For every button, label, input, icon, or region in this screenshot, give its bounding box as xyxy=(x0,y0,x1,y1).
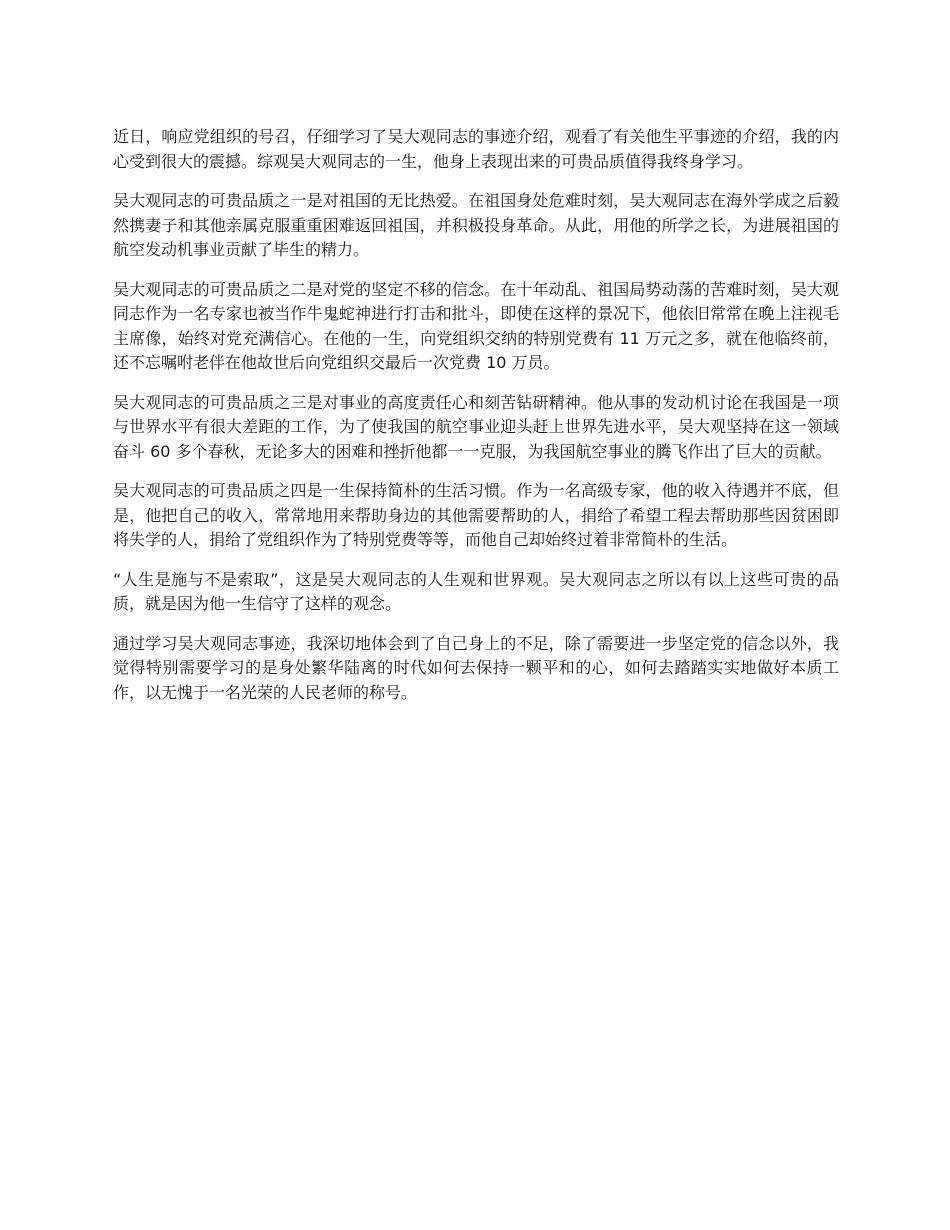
paragraph-intro: 近日，响应党组织的号召，仔细学习了吴大观同志的事迹介绍，观看了有关他生平事迹的介绍，我的内心受到很大的震撼。综观吴大观同志的一生，他身上表现出来的可贵品质值得我终身学习。 xyxy=(113,127,839,171)
paragraph-quality-two: 吴大观同志的可贵品质之二是对党的坚定不移的信念。在十年动乱、祖国局势动荡的苦难时刻，吴大观同志作为一名专家也被当作牛鬼蛇神进行打击和批斗，即使在这样的景况下，他依旧常常在晚上注视毛主席像，始终对党充满信心。在他的一生，向党组织交纳的特别党费有 11 万元之多，就在他临终前，还不忘嘱咐老伴在他故世后向党组织交最后一次党费 10 万员。 xyxy=(113,279,839,372)
paragraph-quality-three: 吴大观同志的可贵品质之三是对事业的高度责任心和刻苦钻研精神。他从事的发动机讨论在我国是一项与世界水平有很大差距的工作，为了使我国的航空事业迎头赶上世界先进水平，吴大观坚持在这一领域奋斗 60 多个春秋，无论多大的困难和挫折他都一一克服，为我国航空事业的腾飞作出了巨大的贡献。 xyxy=(113,392,839,461)
paragraph-conclusion: 通过学习吴大观同志事迹，我深切地体会到了自己身上的不足，除了需要进一步坚定党的信念以外，我觉得特别需要学习的是身处繁华陆离的时代如何去保持一颗平和的心，如何去踏踏实实地做好本质工作，以无愧于一名光荣的人民老师的称号。 xyxy=(113,633,839,702)
document-body xyxy=(113,125,839,720)
paragraph-quality-one: 吴大观同志的可贵品质之一是对祖国的无比热爱。在祖国身处危难时刻，吴大观同志在海外学成之后毅然携妻子和其他亲属克服重重困难返回祖国，并积极投身革命。从此，用他的所学之长，为进展祖国的航空发动机事业贡献了毕生的精力。 xyxy=(113,191,839,259)
paragraph-quality-four: 吴大观同志的可贵品质之四是一生保持简朴的生活习惯。作为一名高级专家，他的收入待遇并不底，但是，他把自己的收入，常常地用来帮助身边的其他需要帮助的人，捐给了希望工程去帮助那些因贫困即将失学的人，捐给了党组织作为了特别党费等等，而他自己却始终过着非常简朴的生活。 xyxy=(113,481,839,549)
paragraph-life-motto: “人生是施与不是索取”，这是吴大观同志的人生观和世界观。吴大观同志之所以有以上这些可贵的品质，就是因为他一生信守了这样的观念。 xyxy=(113,569,839,613)
